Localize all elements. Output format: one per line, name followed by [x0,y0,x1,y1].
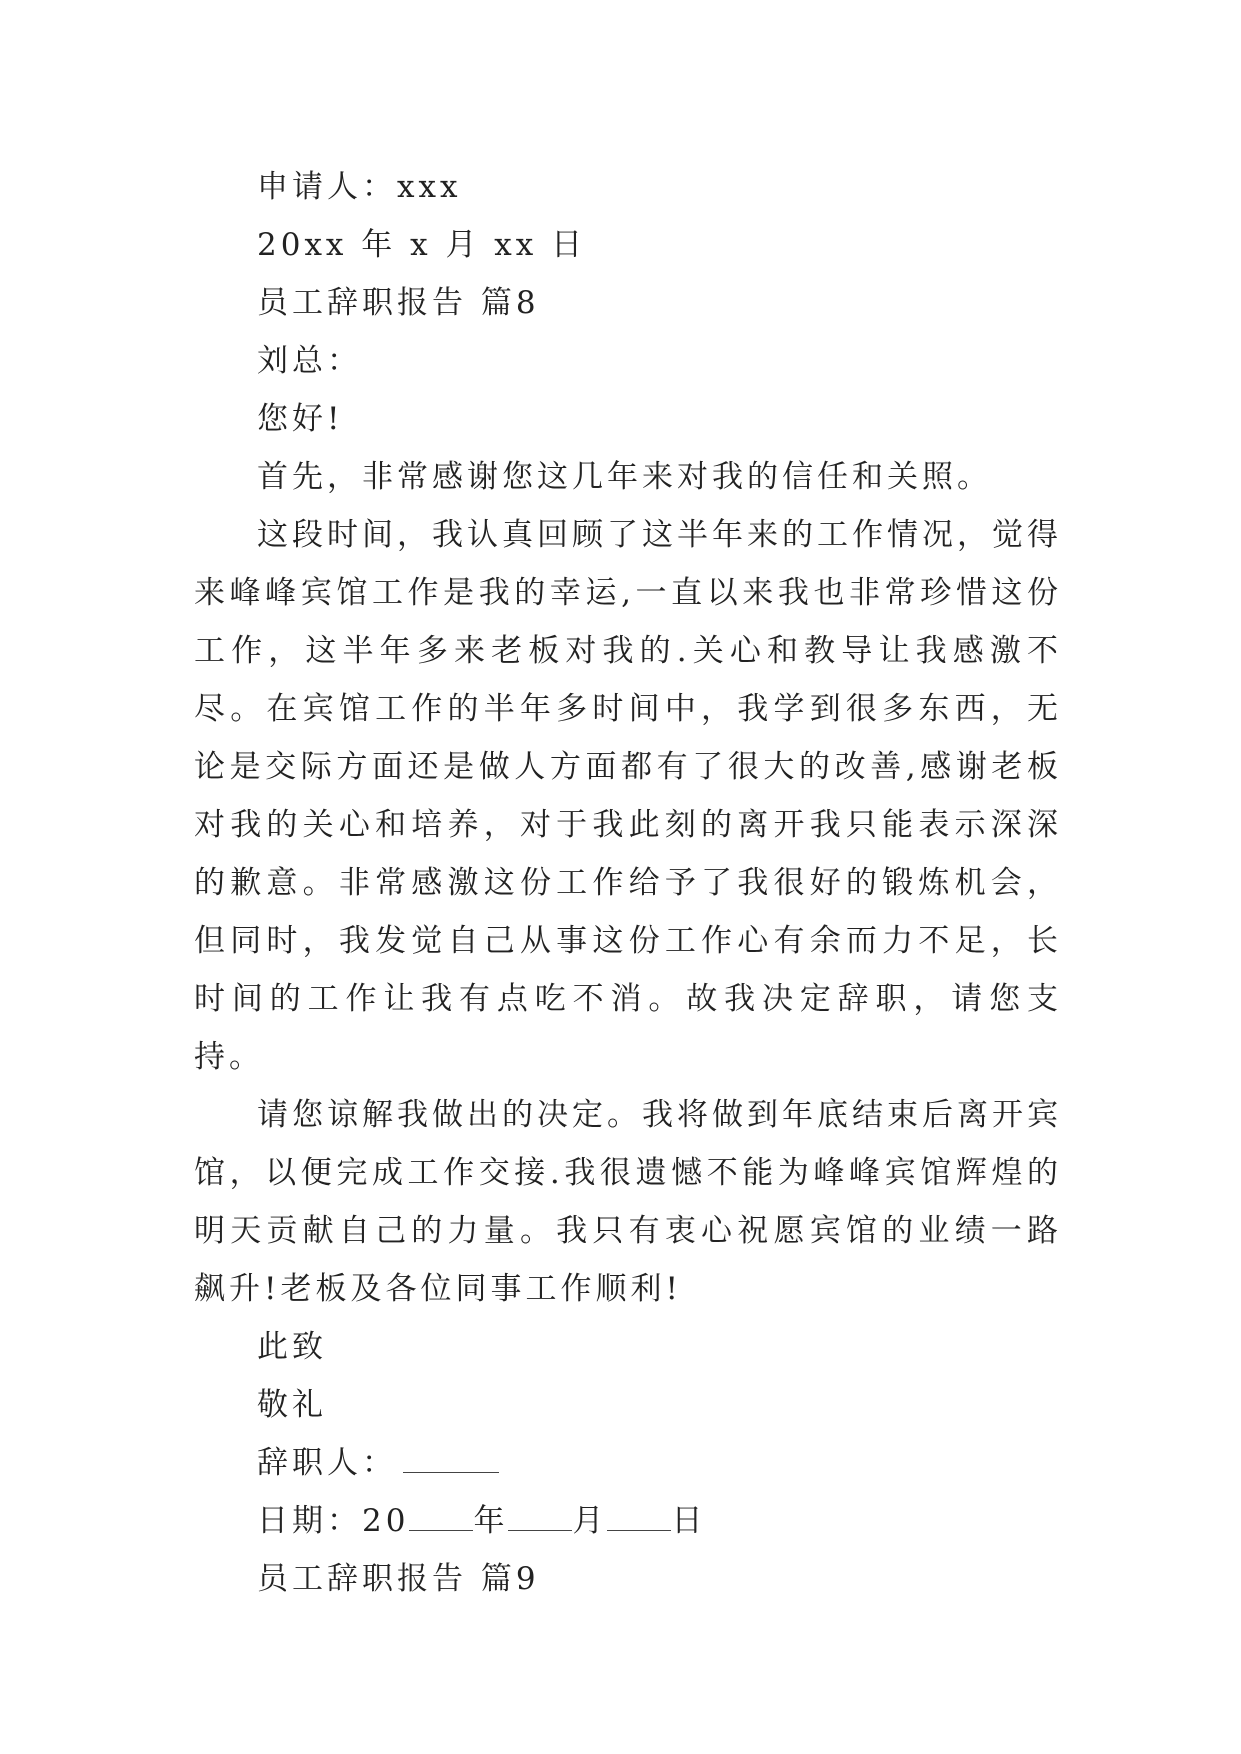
signer-label: 辞职人： [257,1445,397,1481]
date-year-label: 年 [473,1503,509,1539]
closing-1: 此致 [257,1329,327,1365]
year-blank [409,1498,473,1531]
applicant-date: 20xx 年 x 月 xx 日 [257,227,587,263]
month-blank [508,1498,572,1531]
closing-2: 敬礼 [257,1387,327,1423]
day-blank [607,1498,671,1531]
greeting: 您好! [257,401,344,437]
salutation: 刘总： [257,343,362,379]
signer-blank [403,1440,499,1473]
date-prefix: 日期：20 [257,1503,410,1539]
document-body [194,158,1062,1608]
section-title-8: 员工辞职报告 篇8 [257,285,540,321]
applicant-line: 申请人：xxx [257,169,462,205]
paragraph-1: 首先，非常感谢您这几年来对我的信任和关照。 [257,459,992,495]
date-month-label: 月 [572,1503,608,1539]
paragraph-2: 这段时间，我认真回顾了这半年来的工作情况，觉得来峰峰宾馆工作是我的幸运,一直以来我也非常珍惜这份工作，这半年多来老板对我的.关心和教导让我感激不尽。在宾馆工作的半年多时间中，我学到很多东西，无论是交际方面还是做人方面都有了很大的改善,感谢老板对我的关心和培养，对于我此刻的离开我只能表示深深的歉意。非常感激这份工作给予了我很好的锻炼机会，但同时，我发觉自己从事这份工作心有余而力不足，长时间的工作让我有点吃不消。故我决定辞职，请您支持。 [194,517,1062,1075]
paragraph-3: 请您谅解我做出的决定。我将做到年底结束后离开宾馆，以便完成工作交接.我很遗憾不能为峰峰宾馆辉煌的明天贡献自己的力量。我只有衷心祝愿宾馆的业绩一路飙升!老板及各位同事工作顺利! [194,1097,1062,1307]
date-line [194,1492,1062,1550]
signer-line [194,1434,1062,1492]
section-title-9: 员工辞职报告 篇9 [257,1561,540,1597]
date-day-label: 日 [671,1503,707,1539]
